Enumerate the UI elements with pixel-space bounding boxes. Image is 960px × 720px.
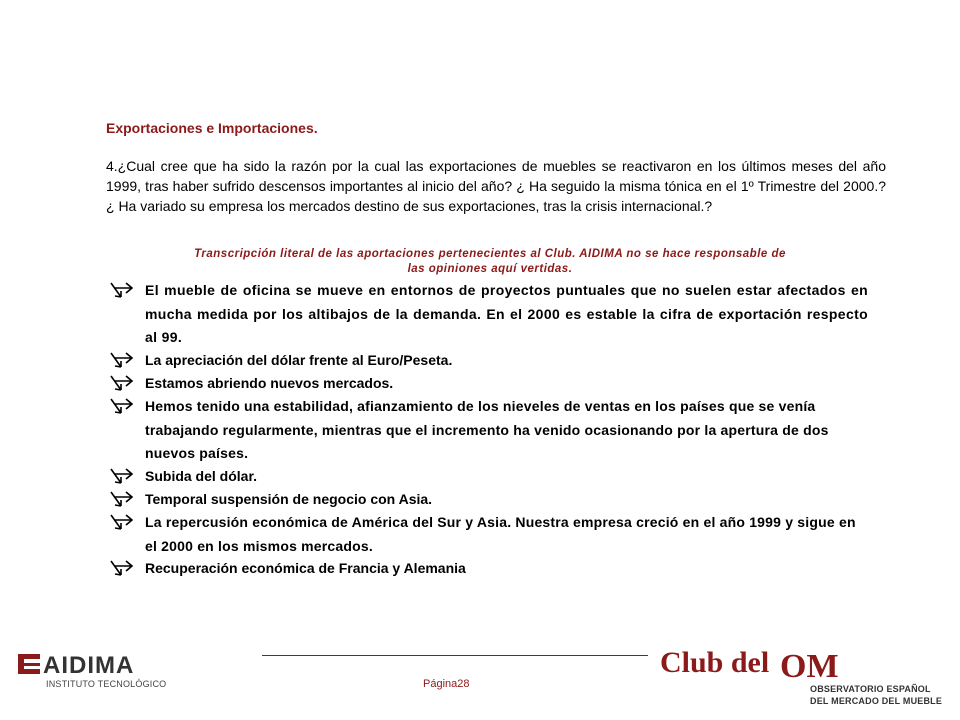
right-arrow-icon	[108, 511, 136, 533]
answer-item	[108, 465, 868, 489]
om-logo	[780, 646, 844, 682]
answer-text: Recuperación económica de Francia y Alemania	[145, 560, 466, 576]
footer-divider	[262, 655, 648, 656]
aidima-subtitle: INSTITUTO TECNOLÓGICO	[46, 679, 167, 689]
answer-item	[108, 557, 868, 581]
answer-item	[108, 511, 868, 558]
answer-text: Hemos tenido una estabilidad, afianzamiento de los nieveles de ventas en los países que se venía trabajando regularmente, mientras que el incremento ha venido ocasionando por la apertura de dos nuevos países.	[145, 398, 829, 461]
answer-text: Estamos abriendo nuevos mercados.	[145, 375, 394, 391]
right-arrow-icon	[108, 557, 136, 579]
page-number: Página28	[423, 678, 470, 690]
observatorio-line-2: DEL MERCADO DEL MUEBLE	[810, 696, 943, 706]
answer-item	[108, 279, 868, 350]
answer-text: Temporal suspensión de negocio con Asia.	[145, 491, 433, 507]
right-arrow-icon	[108, 372, 136, 394]
right-arrow-icon	[108, 395, 136, 417]
disclaimer-note: Transcripción literal de las aportaciones pertenecientes al Club. AIDIMA no se hace responsable de las opiniones aquí vertidas.	[194, 248, 786, 275]
answer-item	[108, 488, 868, 512]
aidima-name: AIDIMA	[43, 652, 135, 679]
right-arrow-icon	[108, 465, 136, 487]
right-arrow-icon	[108, 349, 136, 371]
answer-item	[108, 349, 868, 373]
answer-item	[108, 395, 856, 466]
club-logo-text: Club del	[660, 646, 770, 679]
answer-text: La repercusión económica de América del Sur y Asia. Nuestra empresa creció en el año 1999 y sigue en el 2000 en los mismos mercados.	[145, 514, 856, 554]
answer-item	[108, 372, 868, 396]
answer-text: La apreciación del dólar frente al Euro/Peseta.	[145, 352, 453, 368]
section-title: Exportaciones e Importaciones.	[106, 120, 318, 136]
question-text: 4.¿Cual cree que ha sido la razón por la cual las exportaciones de muebles se reactivaron en los últimos meses del año 1999, tras haber sufrido descensos importantes al inicio del año? ¿ Ha seguido la misma tónica en el 1º Trimestre del 2000.? ¿ Ha variado su empresa los mercados destino de sus exportaciones, tras la crisis internacional.?	[106, 158, 886, 214]
right-arrow-icon	[108, 488, 136, 510]
observatorio-line-1: OBSERVATORIO ESPAÑOL	[810, 684, 931, 694]
om-letters: OM	[780, 648, 839, 682]
answer-text: Subida del dólar.	[145, 468, 258, 484]
right-arrow-icon	[108, 279, 136, 301]
answer-text: El mueble de oficina se mueve en entornos de proyectos puntuales que no suelen estar afectados en mucha medida por los altibajos de la demanda. En el 2000 es estable la cifra de exportación respecto al 99.	[145, 282, 868, 345]
